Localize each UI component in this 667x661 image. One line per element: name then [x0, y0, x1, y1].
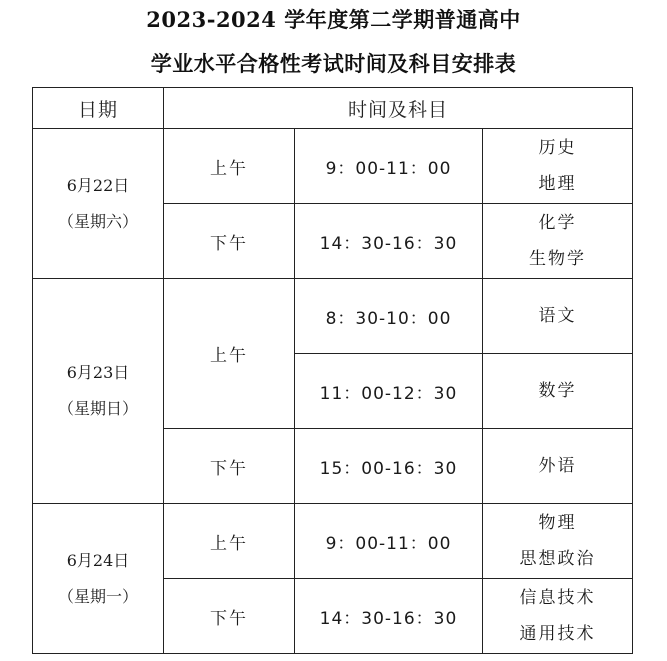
document-title-line-2: 学业水平合格性考试时间及科目安排表: [150, 51, 517, 76]
subject-cell: [483, 279, 633, 354]
time-cell: 14：30-16：30: [295, 579, 483, 654]
period-cell: 上午: [164, 279, 295, 429]
subject-label: 信息技术: [519, 588, 596, 608]
document-title-line-1: 2023-2024 学年度第二学期普通高中: [146, 7, 521, 32]
subject-cell: [483, 204, 633, 279]
table-row: [33, 504, 633, 579]
subject-cell: [483, 429, 633, 504]
time-cell: 8：30-10：00: [295, 279, 483, 354]
date-label: 6月23日: [66, 363, 130, 382]
weekday-label: （星期一）: [57, 586, 138, 606]
subject-label: 化学: [538, 213, 577, 233]
subject-label: 数学: [538, 381, 577, 401]
subject-cell: [483, 129, 633, 204]
subject-label: 生物学: [529, 249, 586, 269]
time-cell: 9：00-11：00: [295, 504, 483, 579]
date-cell: [33, 279, 164, 504]
date-label: 6月22日: [66, 175, 130, 195]
period-cell: 下午: [164, 204, 295, 279]
date-cell: [33, 129, 164, 279]
table-row: [33, 129, 633, 204]
subject-label: 通用技术: [519, 624, 596, 644]
time-cell: 15：00-16：30: [295, 429, 483, 504]
subject-label: 思想政治: [519, 549, 596, 569]
date-cell: [33, 504, 164, 654]
time-cell: 14：30-16：30: [295, 204, 483, 279]
subject-label: 物理: [538, 513, 577, 533]
weekday-label: （星期日）: [57, 399, 138, 418]
weekday-label: （星期六）: [57, 211, 138, 231]
time-cell: 11：00-12：30: [295, 354, 483, 429]
period-cell: 下午: [164, 429, 295, 504]
table-row: [33, 279, 633, 354]
time-cell: 9：00-11：00: [295, 129, 483, 204]
period-cell: 上午: [164, 129, 295, 204]
exam-schedule-table: [32, 87, 633, 654]
header-date: 日期: [33, 88, 164, 129]
subject-cell: [483, 354, 633, 429]
subject-cell: [483, 504, 633, 579]
subject-label: 地理: [538, 174, 577, 194]
period-cell: 下午: [164, 579, 295, 654]
subject-label: 历史: [538, 138, 577, 158]
subject-label: 外语: [538, 456, 577, 476]
date-label: 6月24日: [66, 550, 130, 570]
subject-cell: [483, 579, 633, 654]
period-cell: 上午: [164, 504, 295, 579]
header-time-subject: 时间及科目: [164, 88, 633, 129]
subject-label: 语文: [538, 306, 577, 326]
